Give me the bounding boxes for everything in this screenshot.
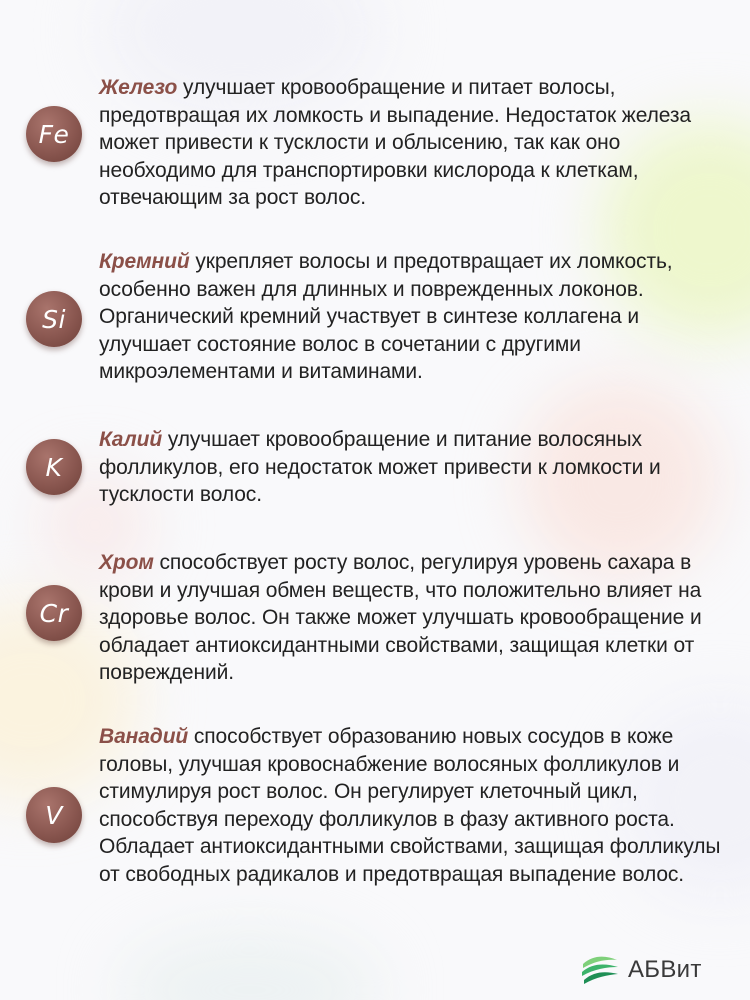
element-symbol: Fe	[38, 119, 70, 149]
leaf-waves-logo-icon	[580, 955, 620, 985]
element-symbol: Cr	[39, 598, 69, 628]
element-text: улучшает кровообращение и питание волосяных фолликулов, его недостаток может привести к ломкости и тусклости волос.	[99, 428, 661, 507]
element-description	[99, 74, 729, 212]
element-symbol-circle	[26, 439, 82, 495]
element-symbol-circle	[26, 585, 82, 641]
brand-name: АБВит	[628, 956, 702, 983]
element-description	[99, 248, 729, 386]
element-text: способствует образованию новых сосудов в коже головы, улучшая кровоснабжение волосяных фолликулов и стимулируя рост волос. Он регулирует клеточный цикл, способствуя переходу фолликулов в фазу активного роста. Обладает антиоксидантными свойствами, защищая фолликулы от свободных радикалов и предотвращая выпадение волос.	[99, 725, 721, 886]
background-blob-mint	[120, 930, 380, 1000]
element-name: Кремний	[99, 250, 190, 273]
element-name: Калий	[99, 428, 163, 451]
element-name: Ванадий	[99, 725, 189, 748]
element-text: улучшает кровообращение и питает волосы, предотвращая их ломкость и выпадение. Недостаток железа может привести к тусклости и облысению, так как оно необходимо для транспортировки кислорода к клеткам, отвечающим за рост волос.	[99, 76, 691, 210]
element-text: способствует росту волос, регулируя уровень сахара в крови и улучшая обмен веществ, что положительно влияет на здоровье волос. Он также может улучшать кровообращение и обладает антиоксидантными свойствами, защищая клетки от повреждений.	[99, 551, 702, 685]
element-name: Хром	[99, 551, 154, 574]
brand-logo	[580, 950, 702, 990]
element-description	[99, 426, 729, 509]
element-description	[99, 549, 729, 687]
element-symbol-circle	[26, 106, 82, 162]
element-symbol-circle	[26, 291, 82, 347]
element-name: Железо	[99, 76, 178, 99]
element-text: укрепляет волосы и предотвращает их ломкость, особенно важен для длинных и поврежденных локонов. Органический кремний участвует в синтезе коллагена и улучшает состояние волос в сочетании с другими микроэлементами и витаминами.	[99, 250, 673, 384]
element-symbol: V	[45, 800, 63, 830]
element-symbol: Si	[42, 304, 66, 334]
element-description	[99, 723, 729, 889]
element-symbol-circle	[26, 787, 82, 843]
element-symbol: K	[45, 452, 63, 482]
